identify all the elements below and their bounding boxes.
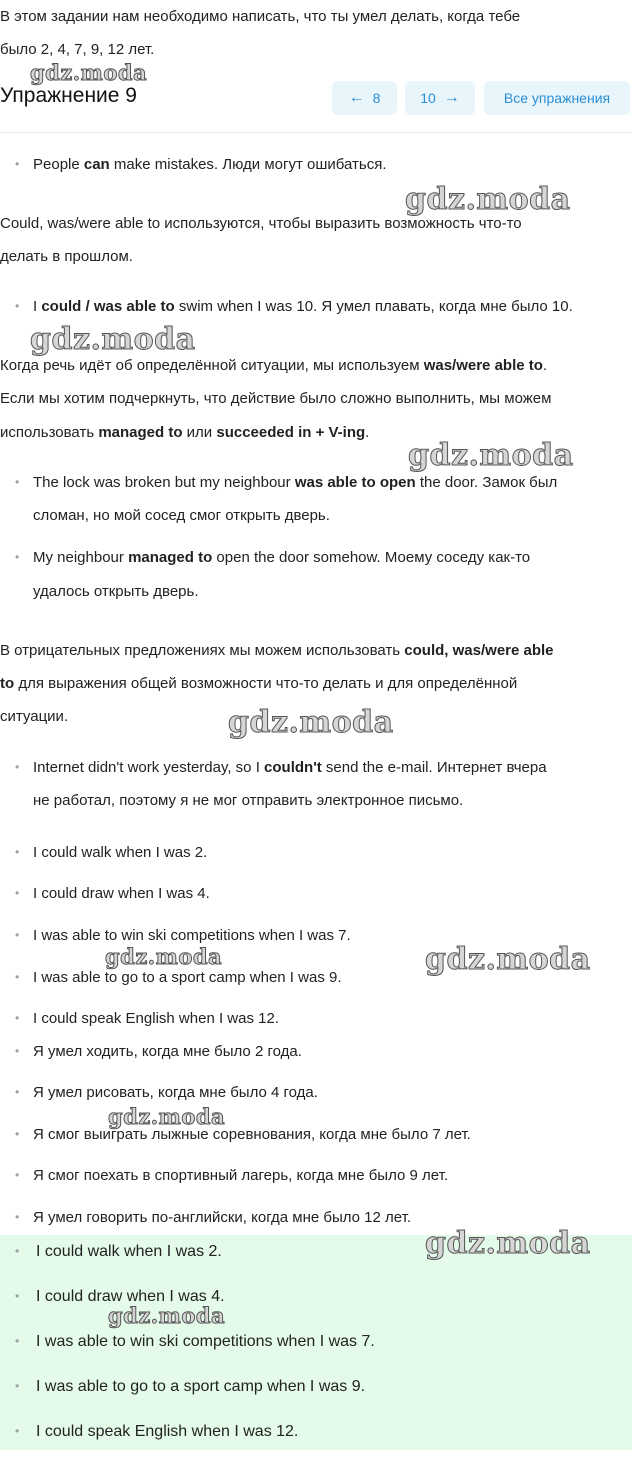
- bullet-icon: •: [15, 970, 20, 984]
- arrow-right-icon: →: [443, 89, 460, 106]
- bullet-icon: •: [15, 1424, 20, 1438]
- prev-exercise-label: 8: [372, 90, 381, 106]
- list-item: • Internet didn't work yesterday, so I couldn't send the e-mail. Интернет вчера: [0, 751, 628, 785]
- watermark: gdz.moda: [30, 322, 196, 357]
- list-item-continuation: удалось открыть дверь.: [33, 583, 199, 600]
- bullet-icon: •: [15, 475, 20, 489]
- list-item: • I was able to go to a sport camp when I was 9.: [0, 961, 628, 995]
- watermark: gdz.moda: [108, 1104, 226, 1129]
- intro-line-1: В этом задании нам необходимо написать, что ты умел делать, когда тебе: [0, 8, 521, 25]
- theory-paragraph-line: делать в прошлом.: [0, 248, 133, 265]
- theory-paragraph-line: Если мы хотим подчеркнуть, что действие было сложно выполнить, мы можем: [0, 390, 552, 407]
- bullet-icon: •: [15, 1334, 20, 1348]
- bullet-icon: •: [15, 157, 20, 171]
- all-exercises-button[interactable]: [484, 81, 630, 115]
- next-exercise-label: 10: [420, 90, 436, 106]
- list-item: • I could / was able to swim when I was 10. Я умел плавать, когда мне было 10.: [0, 290, 628, 324]
- list-item: • I could draw when I was 4.: [0, 877, 628, 911]
- page-title: Упражнение 9: [0, 84, 137, 107]
- list-item-continuation: сломан, но мой сосед смог открыть дверь.: [33, 507, 330, 524]
- answer-item: • I could draw when I was 4.: [0, 1280, 628, 1314]
- list-item: • My neighbour managed to open the door somehow. Моему соседу как-то: [0, 541, 628, 575]
- bullet-icon: •: [15, 1085, 20, 1099]
- bullet-icon: •: [15, 1127, 20, 1141]
- bullet-icon: •: [15, 928, 20, 942]
- list-item: • Я умел рисовать, когда мне было 4 года.: [0, 1076, 628, 1110]
- list-item: • Я умел ходить, когда мне было 2 года.: [0, 1035, 628, 1069]
- watermark: gdz.moda: [108, 1303, 226, 1328]
- list-item-continuation: не работал, поэтому я не мог отправить электронное письмо.: [33, 792, 464, 809]
- list-item: • Я смог выиграть лыжные соревнования, когда мне было 7 лет.: [0, 1118, 628, 1152]
- bullet-icon: •: [15, 1168, 20, 1182]
- list-item: • People can make mistakes. Люди могут ошибаться.: [0, 148, 628, 182]
- next-exercise-button[interactable]: [405, 81, 475, 115]
- theory-paragraph-line: Когда речь идёт об определённой ситуации, мы используем was/were able to.: [0, 357, 548, 374]
- arrow-left-icon: ←: [348, 89, 365, 106]
- header-divider: [0, 132, 632, 133]
- watermark: gdz.moda: [30, 60, 148, 85]
- answer-item: • I could speak English when I was 12.: [0, 1415, 628, 1449]
- bullet-icon: •: [15, 1289, 20, 1303]
- watermark: gdz.moda: [228, 705, 394, 740]
- watermark: gdz.moda: [105, 944, 223, 969]
- bullet-icon: •: [15, 760, 20, 774]
- list-item: • I could speak English when I was 12.: [0, 1002, 628, 1036]
- bullet-icon: •: [15, 1011, 20, 1025]
- watermark: gdz.moda: [408, 438, 574, 473]
- prev-exercise-button[interactable]: [332, 81, 397, 115]
- bullet-icon: •: [15, 845, 20, 859]
- list-item: • I was able to win ski competitions when I was 7.: [0, 919, 628, 953]
- theory-paragraph-line: ситуации.: [0, 708, 69, 725]
- bullet-icon: •: [15, 886, 20, 900]
- list-item: • The lock was broken but my neighbour was able to open the door. Замок был: [0, 466, 628, 500]
- theory-paragraph-line: Could, was/were able to используются, чтобы выразить возможность что-то: [0, 215, 522, 232]
- list-item: • Я смог поехать в спортивный лагерь, когда мне было 9 лет.: [0, 1159, 628, 1193]
- intro-line-2: было 2, 4, 7, 9, 12 лет.: [0, 41, 155, 58]
- list-item: • Я умел говорить по-английски, когда мне было 12 лет.: [0, 1201, 628, 1235]
- bullet-icon: •: [15, 299, 20, 313]
- answer-item: • I could walk when I was 2.: [0, 1235, 628, 1269]
- theory-paragraph-line: использовать managed to или succeeded in + V-ing.: [0, 424, 370, 441]
- theory-paragraph-line: В отрицательных предложениях мы можем использовать could, was/were able: [0, 642, 554, 659]
- list-item: • I could walk when I was 2.: [0, 836, 628, 870]
- watermark: gdz.moda: [405, 182, 571, 217]
- bullet-icon: •: [15, 550, 20, 564]
- bullet-icon: •: [15, 1379, 20, 1393]
- watermark: gdz.moda: [425, 942, 591, 977]
- answer-item: • I was able to go to a sport camp when I was 9.: [0, 1370, 628, 1404]
- theory-paragraph-line: to для выражения общей возможности что-то делать и для определённой: [0, 675, 518, 692]
- all-exercises-label: Все упражнения: [503, 90, 611, 106]
- watermark: gdz.moda: [425, 1226, 591, 1261]
- bullet-icon: •: [15, 1210, 20, 1224]
- answer-item: • I was able to win ski competitions when I was 7.: [0, 1325, 628, 1359]
- bullet-icon: •: [15, 1044, 20, 1058]
- bullet-icon: •: [15, 1244, 20, 1258]
